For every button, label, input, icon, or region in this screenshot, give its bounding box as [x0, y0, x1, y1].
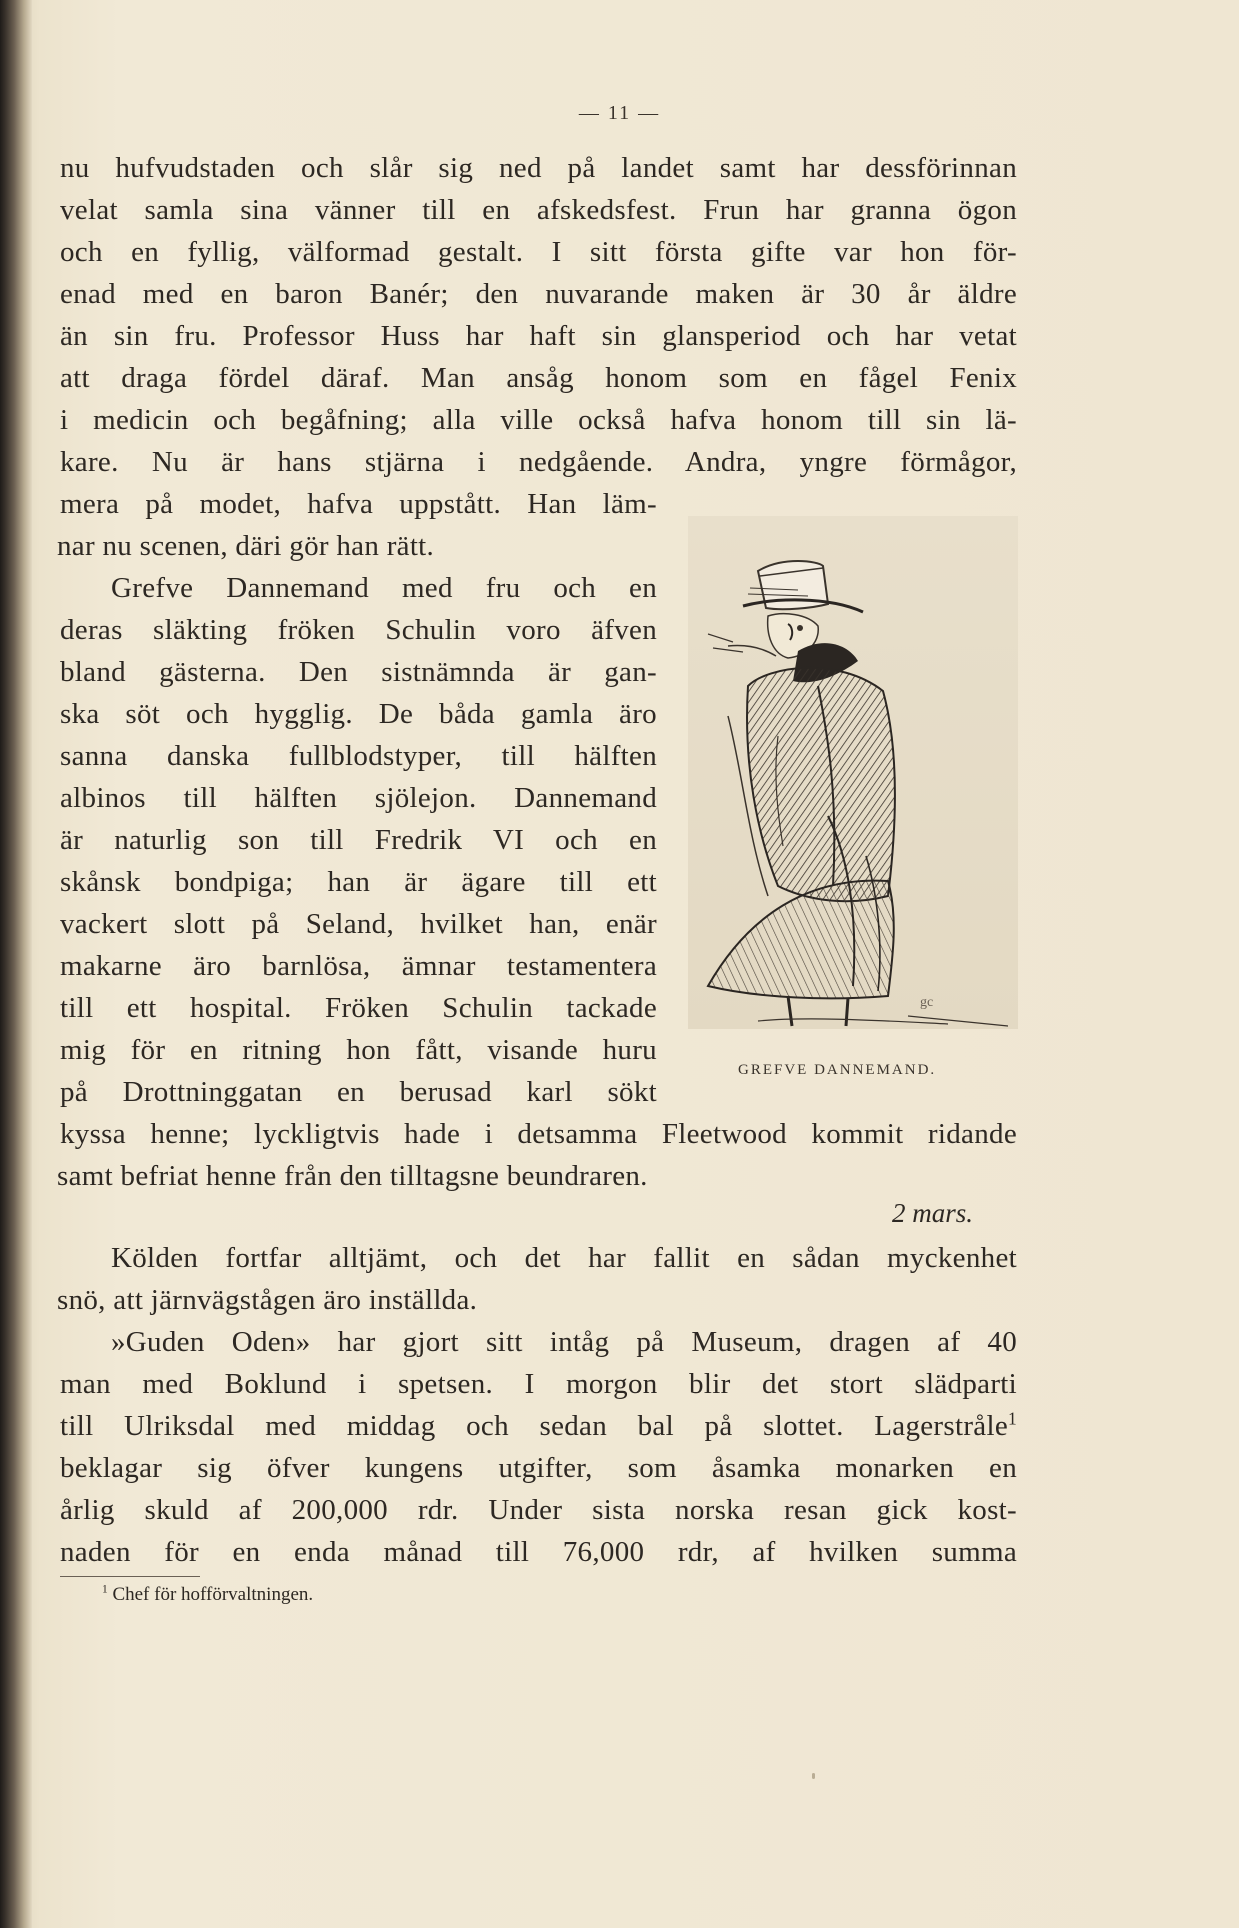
text-line: i medicin och begåfning; alla ville också hafva honom till sin lä- [60, 404, 1017, 436]
illustration-caption: GREFVE DANNEMAND. [738, 1062, 937, 1078]
text-line: är naturlig son till Fredrik VI och en [60, 824, 657, 856]
footnote [102, 1584, 313, 1606]
text-line: på Drottninggatan en berusad karl sökt [60, 1076, 657, 1108]
text-line: skånsk bondpiga; han är ägare till ett [60, 866, 657, 898]
page-number: — 11 — [578, 102, 661, 124]
paper-speck [812, 1773, 815, 1779]
text-line: mig för en ritning hon fått, visande huru [60, 1034, 657, 1066]
text-line: bland gästerna. Den sistnämnda är gan- [60, 656, 657, 688]
text-line-body: till Ulriksdal med middag och sedan bal på slottet. Lagerstråle [60, 1410, 1008, 1442]
text-line: velat samla sina vänner till en afskedsfest. Frun har granna ögon [60, 194, 1017, 226]
text-line: Kölden fortfar alltjämt, och det har fallit en sådan myckenhet [111, 1242, 1017, 1274]
illustration-grefve-dannemand [688, 516, 1018, 1029]
text-line: »Guden Oden» har gjort sitt intåg på Museum, dragen af 40 [111, 1326, 1017, 1358]
date-heading: 2 mars. [891, 1198, 973, 1228]
text-line: samt befriat henne från den tilltagsne beundraren. [57, 1160, 648, 1192]
text-line: kyssa henne; lyckligtvis hade i detsamma Fleetwood kommit ridande [60, 1118, 1017, 1150]
text-line: till ett hospital. Fröken Schulin tackade [60, 992, 657, 1024]
text-line: och en fyllig, välformad gestalt. I sitt första gifte var hon för- [60, 236, 1017, 268]
text-line: naden för en enda månad till 76,000 rdr, af hvilken summa [60, 1536, 1017, 1568]
text-line: mera på modet, hafva uppstått. Han läm- [60, 488, 657, 520]
text-line: enad med en baron Banér; den nuvarande maken är 30 år äldre [60, 278, 1017, 310]
footnote-rule [60, 1576, 200, 1577]
text-line: deras släkting fröken Schulin voro äfven [60, 614, 657, 646]
footnote-marker: 1 [102, 1583, 108, 1596]
text-line: än sin fru. Professor Huss har haft sin glansperiod och har vetat [60, 320, 1017, 352]
text-line: man med Boklund i spetsen. I morgon blir det stort slädparti [60, 1368, 1017, 1400]
text-line: makarne äro barnlösa, ämnar testamentera [60, 950, 657, 982]
text-line: beklagar sig öfver kungens utgifter, som åsamka monarken en [60, 1452, 1017, 1484]
text-line: snö, att järnvägstågen äro inställda. [57, 1284, 478, 1316]
artist-signature: gc [920, 995, 934, 1010]
text-line: kare. Nu är hans stjärna i nedgående. Andra, yngre förmågor, [60, 446, 1017, 478]
footnote-text: Chef för hofförvaltningen. [112, 1584, 314, 1605]
text-line: vackert slott på Seland, hvilket han, enär [60, 908, 657, 940]
text-line: årlig skuld af 200,000 rdr. Under sista norska resan gick kost- [60, 1494, 1017, 1526]
text-line: albinos till hälften sjölejon. Dannemand [60, 782, 657, 814]
text-line [60, 1408, 1017, 1444]
text-line: Grefve Dannemand med fru och en [111, 572, 657, 604]
text-line: sanna danska fullblodstyper, till hälften [60, 740, 657, 772]
text-line: nu hufvudstaden och slår sig ned på landet samt har dessförinnan [60, 152, 1017, 184]
text-line: ska söt och hygglig. De båda gamla äro [60, 698, 657, 730]
text-line: att draga fördel däraf. Man ansåg honom som en fågel Fenix [60, 362, 1017, 394]
book-binding-edge [0, 0, 32, 1928]
text-line: nar nu scenen, däri gör han rätt. [57, 530, 435, 562]
footnote-reference: 1 [1008, 1408, 1017, 1429]
